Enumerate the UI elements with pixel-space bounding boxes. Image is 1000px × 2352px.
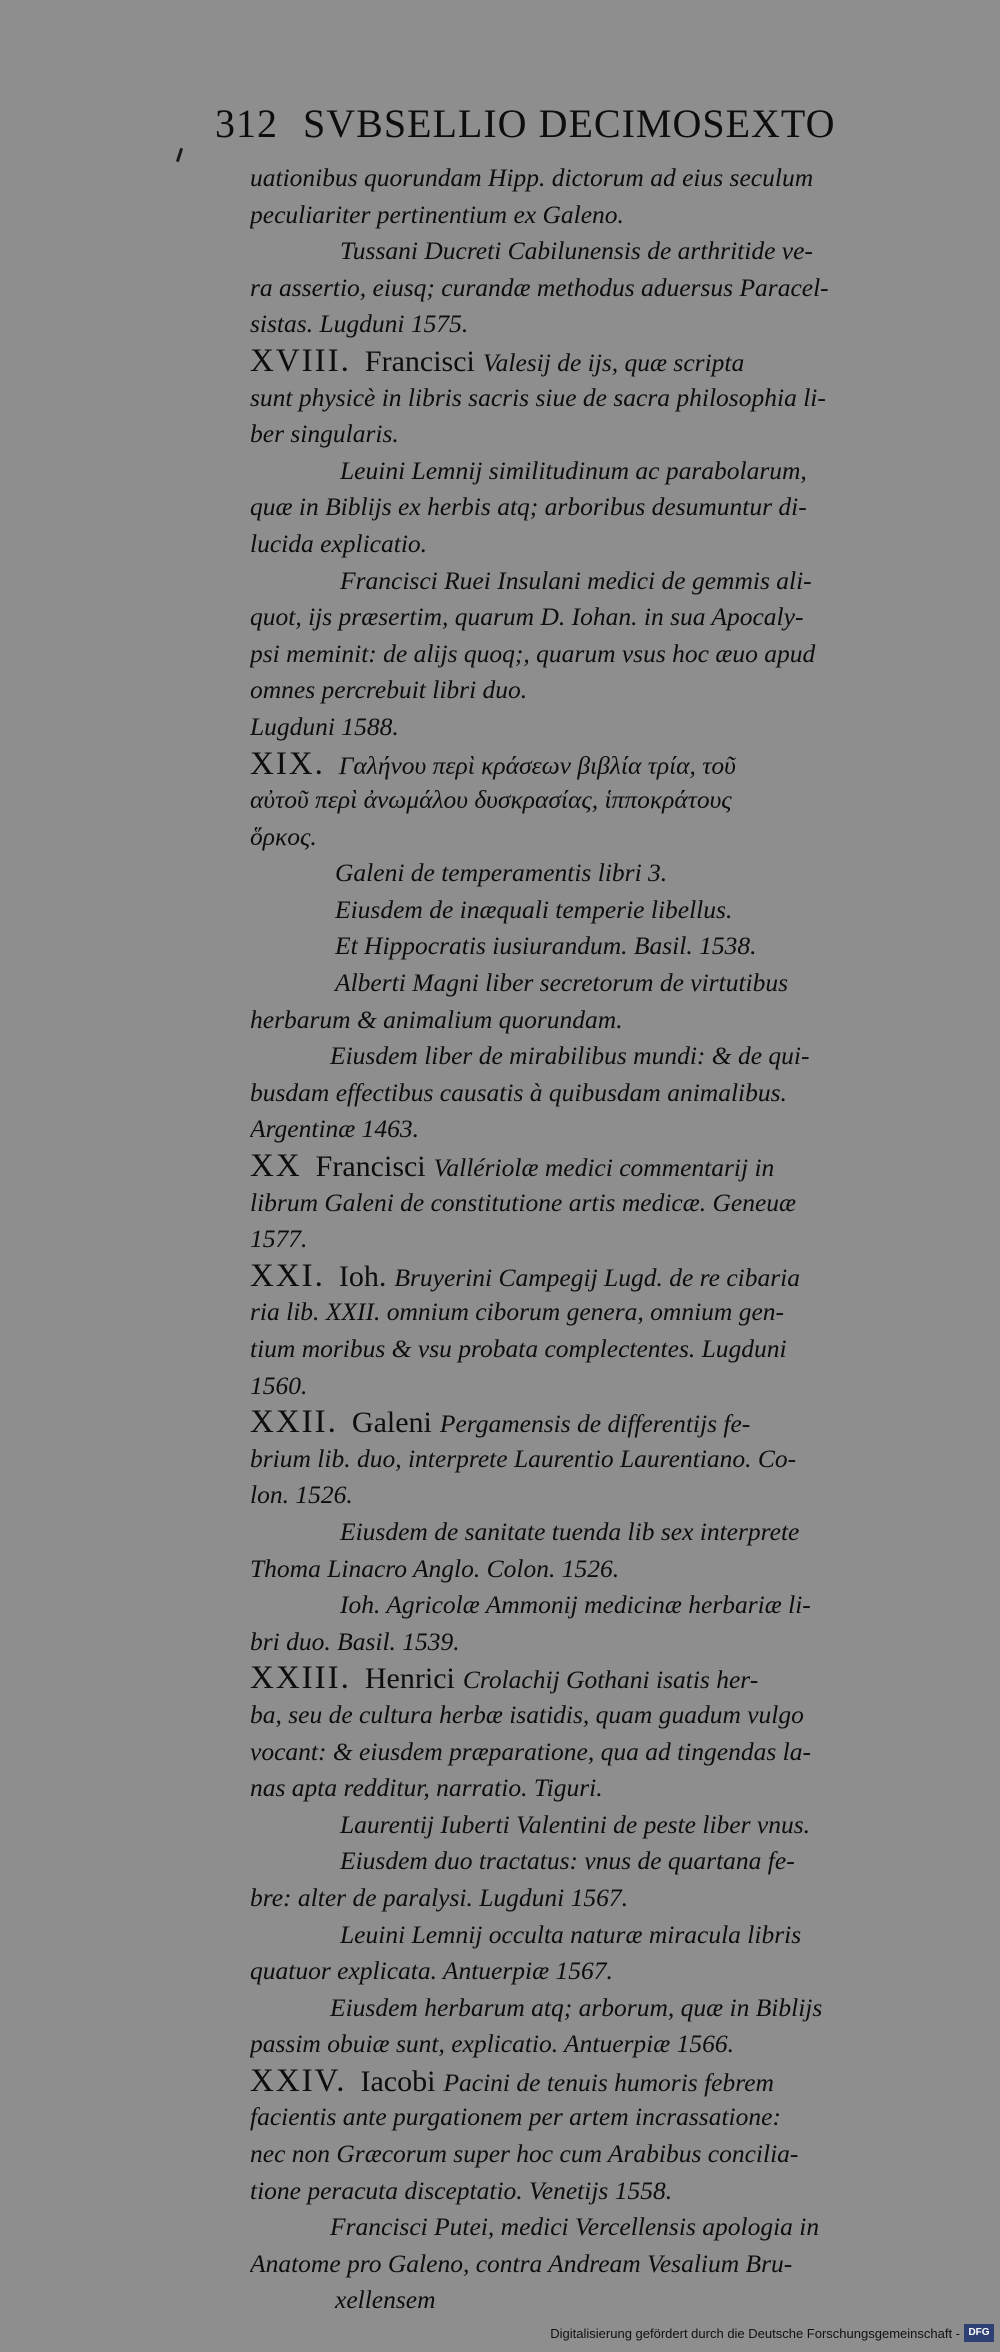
entry-lead-word: Francisci [364,344,475,378]
entry-lead-word: Galeni [351,1406,432,1440]
text-line [250,1111,835,1148]
line-text: Et Hippocratis iusiurandum. Basil. 1538. [335,931,757,961]
line-text: Tussani Ducreti Cabilunensis de arthritide ve- [340,236,813,266]
line-text: lon. 1526. [250,1480,353,1510]
line-text: ria lib. XXII. omnium ciborum genera, omnium gen- [250,1297,785,1327]
line-text: passim obuiæ sunt, explicatio. Antuerpiæ 1566. [250,2029,735,2059]
line-text: Eiusdem de inæquali temperie libellus. [335,894,733,924]
text-line [250,1368,835,1405]
text-line [250,2173,835,2210]
line-text: ba, seu de cultura herbæ isatidis, quam guadum vulgo [250,1699,804,1729]
line-text: psi meminit: de alijs quoq;, quarum vsus hoc æuo apud [250,638,816,668]
text-line [250,1441,835,1478]
text-line [250,599,835,636]
text-line [250,233,835,270]
dfg-logo: DFG [964,2324,994,2342]
text-line [250,453,835,490]
text-line [250,1697,835,1734]
text-line [250,965,835,1002]
text-line [250,636,835,673]
line-text: herbarum & animalium quorundam. [250,1004,623,1034]
line-text: vocant: & eiusdem præparatione, qua ad tingendas la- [250,1736,811,1766]
text-line [250,489,835,526]
entry-number: XX [250,1148,302,1185]
text-line [250,782,835,819]
text-line [250,928,835,965]
line-text: busdam effectibus causatis à quibusdam animalibus. [250,1077,787,1107]
entry-heading-line [250,1660,835,1697]
entry-lead-word: Henrici [364,1662,455,1696]
entry-number: XXIV. [250,2062,347,2099]
line-text: uationibus quorundam Hipp. dictorum ad eius seculum [250,163,814,192]
text-line [250,1294,835,1331]
line-text: brium lib. duo, interprete Laurentio Laurentiano. Co- [250,1443,797,1473]
text-line [250,1331,835,1368]
line-text: librum Galeni de constitutione artis medicæ. Geneuæ [250,1187,797,1217]
text-line [250,1990,835,2027]
line-text: bre: alter de paralysi. Lugduni 1567. [250,1882,628,1912]
text-line [250,1477,835,1514]
text-line [250,1880,835,1917]
text-line [250,563,835,600]
line-text: ὅρκος. [250,821,317,851]
line-text: tium moribus & vsu probata complectentes. Lugduni [250,1334,787,1363]
text-line [250,1514,835,1551]
text-line [250,1185,835,1222]
line-text: 1560. [250,1370,308,1400]
text-line [250,672,835,709]
text-line [250,380,835,417]
line-text: lucida explicatio. [250,528,428,558]
line-text: Crolachij Gothani isatis her- [462,1665,759,1695]
page-header [215,100,855,147]
text-line [250,1002,835,1039]
entry-lead-word: Francisci [315,1150,426,1184]
entry-heading-line [250,1404,835,1441]
line-text: peculiariter pertinentium ex Galeno. [250,199,624,229]
text-line [250,197,835,234]
text-line [250,1807,835,1844]
text-line [250,416,835,453]
page-number: 312 [215,101,278,146]
funding-credit: Digitalisierung gefördert durch die Deutsche Forschungsgemeinschaft - [550,2326,960,2341]
text-line [250,526,835,563]
running-title: SVBSELLIO DECIMOSEXTO [303,101,836,146]
text-line [250,160,835,197]
line-text: Bruyerini Campegij Lugd. de re cibaria [394,1262,801,1292]
text-line [250,1917,835,1954]
text-line [250,2282,835,2319]
entry-number: XIX. [250,745,325,782]
text-line [250,1770,835,1807]
line-text: Galeni de temperamentis libri 3. [335,858,668,888]
entry-lead-word: Ioh. [338,1259,387,1293]
text-line [250,306,835,343]
line-text: Anatome pro Galeno, contra Andream Vesalium Bru- [250,2248,793,2278]
line-text: Thoma Linacro Anglo. Colon. 1526. [250,1553,620,1583]
entry-heading-line [250,746,835,783]
line-text: Alberti Magni liber secretorum de virtutibus [335,968,789,998]
text-line [250,2209,835,2246]
entry-heading-line [250,343,835,380]
line-text: ber singularis. [250,419,399,449]
text-line [250,1587,835,1624]
line-text: sistas. Lugduni 1575. [250,309,469,339]
text-line [250,1075,835,1112]
text-line [250,709,835,746]
line-text: nas apta redditur, narratio. Tiguri. [250,1773,603,1803]
entry-number: XVIII. [250,342,351,379]
entry-number: XXIII. [250,1660,351,1697]
line-text: αὐτοῦ περὶ ἀνωμάλου δυσκρασίας, ἱπποκράτους [250,785,732,815]
line-text: quatuor explicata. Antuerpiæ 1567. [250,1956,613,1986]
line-text: Leuini Lemnij similitudinum ac parabolarum, [340,455,807,485]
line-text: bri duo. Basil. 1539. [250,1626,460,1656]
text-line [250,1221,835,1258]
line-text: Eiusdem duo tractatus: vnus de quartana fe- [340,1846,795,1876]
text-line [250,1843,835,1880]
line-text: 1577. [250,1224,308,1254]
ink-mark [176,148,183,162]
line-text: Eiusdem de sanitate tuenda lib sex interprete [340,1516,800,1546]
line-text: Pergamensis de differentijs fe- [439,1409,751,1439]
entry-heading-line [250,2063,835,2100]
text-line [250,855,835,892]
line-text: Lugduni 1588. [250,711,399,741]
line-text: quot, ijs præsertim, quarum D. Iohan. in sua Apocaly- [250,602,804,632]
text-line [250,2136,835,2173]
text-line [250,1953,835,1990]
text-line [250,1624,835,1661]
line-text: xellensem [335,2285,436,2315]
body-text [250,160,835,2319]
line-text: Francisci Ruei Insulani medici de gemmis ali- [340,565,812,595]
line-text: Ioh. Agricolæ Ammonij medicinæ herbariæ li- [340,1590,811,1620]
text-line [250,1551,835,1588]
line-text: Pacini de tenuis humoris febrem [443,2067,774,2097]
line-text: Γαλήνου περὶ κράσεων βιβλία τρία, τοῦ [338,750,736,780]
text-line [250,892,835,929]
line-text: nec non Græcorum super hoc cum Arabibus concilia- [250,2139,799,2169]
line-text: sunt physicè in libris sacris siue de sacra philosophia li- [250,382,826,412]
entry-number: XXII. [250,1404,338,1441]
line-text: facientis ante purgationem per artem incrassatione: [250,2102,781,2132]
line-text: Francisci Putei, medici Vercellensis apologia in [330,2212,820,2242]
line-text: Leuini Lemnij occulta naturæ miracula libris [340,1919,802,1949]
line-text: ra assertio, eiusq; curandæ methodus aduersus Paracel- [250,272,829,302]
line-text: Eiusdem herbarum atq; arborum, quæ in Biblijs [330,1992,823,2022]
text-line [250,2246,835,2283]
text-line [250,2099,835,2136]
line-text: Vallériolæ medici commentarij in [433,1153,775,1183]
text-line [250,2026,835,2063]
entry-heading-line [250,1148,835,1185]
entry-number: XXI. [250,1257,325,1294]
entry-heading-line [250,1258,835,1295]
text-line [250,819,835,856]
entry-lead-word: Iacobi [360,2064,436,2098]
line-text: omnes percrebuit libri duo. [250,675,528,705]
text-line [250,1734,835,1771]
line-text: tione peracuta disceptatio. Venetijs 1558. [250,2175,673,2205]
line-text: Argentinæ 1463. [250,1114,420,1144]
line-text: Valesij de ijs, quæ scripta [482,347,745,377]
text-line [250,270,835,307]
line-text: quæ in Biblijs ex herbis atq; arboribus desumuntur di- [250,492,807,522]
line-text: Eiusdem liber de mirabilibus mundi: & de qui- [330,1041,810,1071]
footer [0,2322,1000,2352]
text-line [250,1038,835,1075]
line-text: Laurentij Iuberti Valentini de peste liber vnus. [340,1809,811,1839]
